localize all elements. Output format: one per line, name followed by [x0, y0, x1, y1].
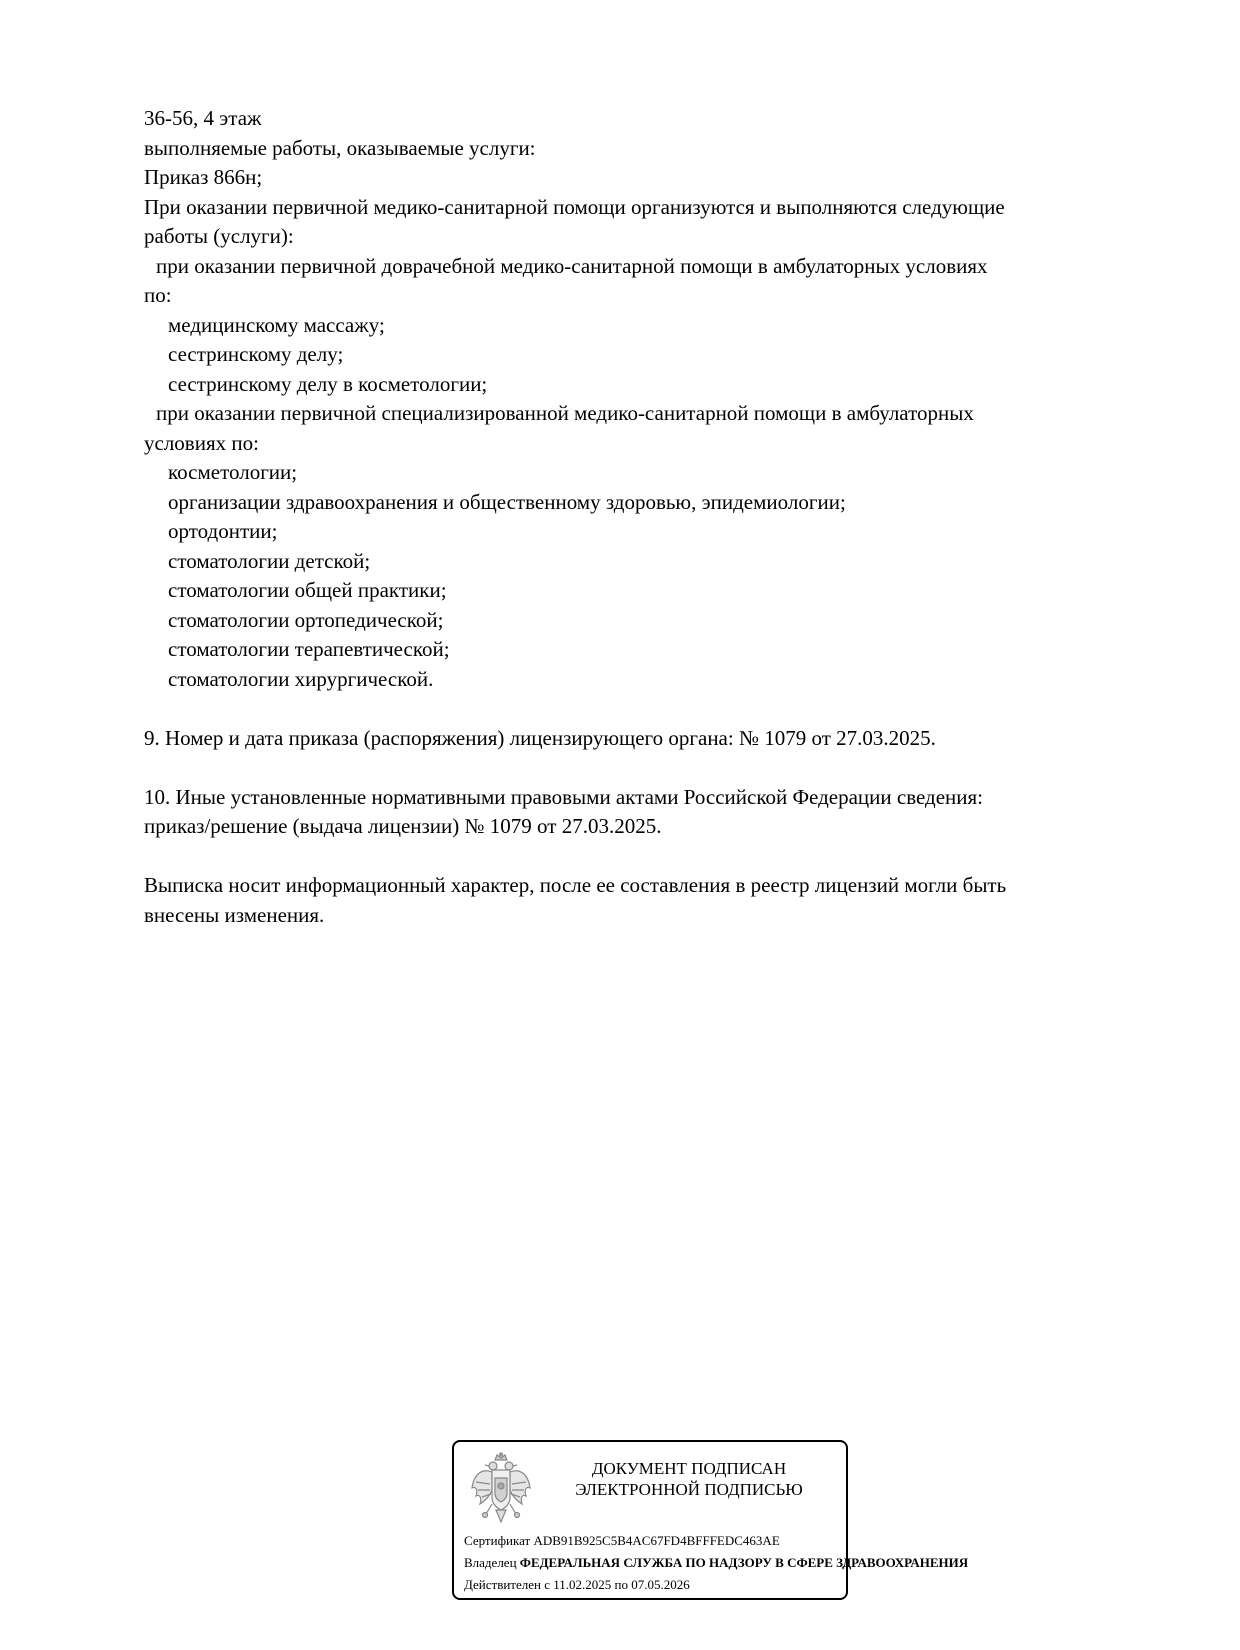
text-line: Приказ 866н;: [144, 165, 263, 189]
list-item: стоматологии общей практики;: [168, 578, 447, 602]
document-body: [144, 104, 1164, 930]
certificate-value: ADB91B925C5B4AC67FD4BFFFEDC463AE: [533, 1533, 780, 1548]
list-item: медицинскому массажу;: [168, 312, 385, 337]
certificate-label: Сертификат: [464, 1533, 531, 1548]
text-line: по:: [144, 283, 172, 307]
spacer: [144, 694, 1164, 724]
list-item: организации здравоохранения и общественному здоровью, эпидемиологии;: [168, 489, 846, 514]
validity-row: Действителен с 11.02.2025 по 07.05.2026: [464, 1577, 690, 1592]
list-item: стоматологии ортопедической;: [168, 607, 444, 632]
spacer: [144, 842, 1164, 872]
list-item: стоматологии детской;: [168, 548, 371, 573]
owner-label: Владелец: [464, 1555, 517, 1570]
list-item: ортодонтии;: [168, 519, 278, 543]
owner-row: [464, 1552, 969, 1574]
note-line-2: внесены изменения.: [144, 902, 325, 927]
certificate-row: [464, 1530, 854, 1552]
item-9: 9. Номер и дата приказа (распоряжения) лицензирующего органа: № 1079 от 27.03.2025.: [144, 725, 936, 750]
signature-stamp: [452, 1440, 969, 1600]
spacer: [144, 753, 1164, 783]
text-line: работы (услуги):: [144, 224, 294, 248]
list-item: сестринскому делу в косметологии;: [168, 371, 488, 396]
stamp-title-line-2: ЭЛЕКТРОННОЙ ПОДПИСЬЮ: [575, 1480, 803, 1499]
item-10-line-1: 10. Иные установленные нормативными правовыми актами Российской Федерации сведения:: [144, 784, 984, 809]
note-line-1: Выписка носит информационный характер, после ее составления в реестр лицензий могли быть: [144, 873, 1007, 897]
list-item: косметологии;: [168, 460, 298, 484]
text-line: 36-56, 4 этаж: [144, 106, 262, 130]
text-line: условиях по:: [144, 430, 259, 455]
stamp-title-line-1: ДОКУМЕНТ ПОДПИСАН: [591, 1459, 787, 1478]
coat-of-arms-icon: [468, 1452, 534, 1526]
item-10-line-2: приказ/решение (выдача лицензии) № 1079 от 27.03.2025.: [144, 814, 662, 838]
stamp-info: [464, 1530, 969, 1596]
text-line: при оказании первичной доврачебной медико-санитарной помощи в амбулаторных условиях: [156, 253, 988, 278]
list-item: стоматологии хирургической.: [168, 666, 434, 691]
stamp-title: [544, 1458, 834, 1500]
text-line: при оказании первичной специализированной медико-санитарной помощи в амбулаторных: [156, 401, 974, 425]
list-item: стоматологии терапевтической;: [168, 637, 450, 661]
list-item: сестринскому делу;: [168, 342, 344, 366]
text-line: При оказании первичной медико-санитарной помощи организуются и выполняются следующие: [144, 194, 1005, 219]
owner-value: ФЕДЕРАЛЬНАЯ СЛУЖБА ПО НАДЗОРУ В СФЕРЕ ЗДРАВООХРАНЕНИЯ: [519, 1555, 969, 1570]
text-line: выполняемые работы, оказываемые услуги:: [144, 135, 536, 160]
